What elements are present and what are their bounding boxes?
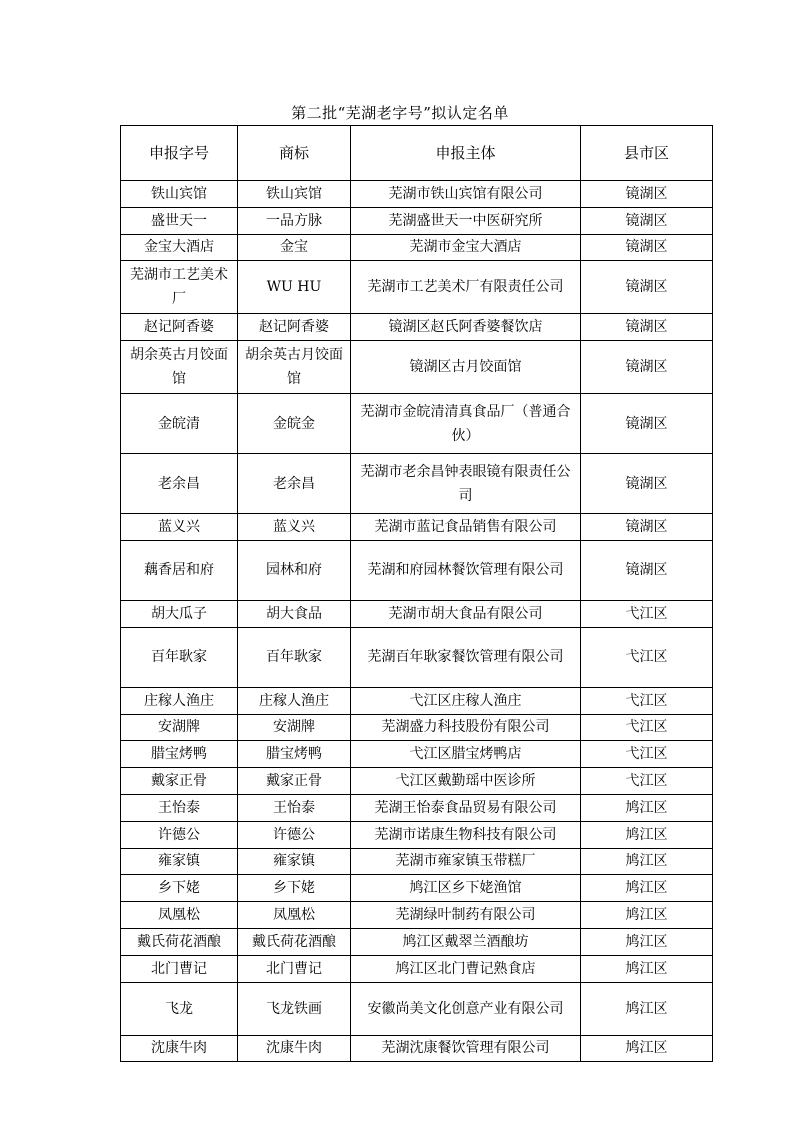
cell-brand: 许德公 (238, 821, 351, 848)
cell-brand: 乡下姥 (238, 875, 351, 902)
cell-name: 飞龙 (121, 982, 238, 1035)
cell-name: 庄稼人渔庄 (121, 687, 238, 714)
header-district: 县市区 (581, 126, 713, 181)
cell-entity: 鸠江区北门曹记熟食店 (351, 955, 581, 982)
cell-name: 盛世天一 (121, 207, 238, 234)
table-header-row (121, 126, 713, 181)
cell-entity: 芜湖盛力科技股份有限公司 (351, 714, 581, 741)
cell-brand: 老余昌 (238, 454, 351, 514)
cell-district: 鸠江区 (581, 955, 713, 982)
table-row (121, 514, 713, 541)
table-row (121, 741, 713, 768)
table-row (121, 928, 713, 955)
cell-brand: 凤凰松 (238, 902, 351, 929)
cell-entity: 芜湖市胡大食品有限公司 (351, 600, 581, 627)
cell-district: 镜湖区 (581, 394, 713, 454)
table-row (121, 714, 713, 741)
table-row (121, 875, 713, 902)
cell-name: 王怡泰 (121, 794, 238, 821)
table-row (121, 540, 713, 600)
cell-entity: 芜湖市老余昌钟表眼镜有限责任公司 (351, 454, 581, 514)
cell-district: 鸠江区 (581, 821, 713, 848)
cell-entity: 芜湖市工艺美术厂有限责任公司 (351, 261, 581, 314)
cell-district: 镜湖区 (581, 540, 713, 600)
cell-district: 鸠江区 (581, 794, 713, 821)
cell-name: 胡余英古月饺面馆 (121, 341, 238, 394)
cell-name: 藕香居和府 (121, 540, 238, 600)
cell-name: 沈康牛肉 (121, 1035, 238, 1062)
cell-name: 乡下姥 (121, 875, 238, 902)
cell-entity: 芜湖盛世天一中医研究所 (351, 207, 581, 234)
cell-brand: 王怡泰 (238, 794, 351, 821)
cell-name: 许德公 (121, 821, 238, 848)
table-row (121, 207, 713, 234)
cell-entity: 芜湖市诺康生物科技有限公司 (351, 821, 581, 848)
cell-name: 安湖牌 (121, 714, 238, 741)
cell-name: 戴家正骨 (121, 768, 238, 795)
cell-entity: 芜湖市金宝大酒店 (351, 234, 581, 261)
cell-name: 凤凰松 (121, 902, 238, 929)
cell-name: 金宝大酒店 (121, 234, 238, 261)
cell-entity: 芜湖王怡泰食品贸易有限公司 (351, 794, 581, 821)
cell-district: 弋江区 (581, 687, 713, 714)
cell-district: 弋江区 (581, 714, 713, 741)
cell-brand: 赵记阿香婆 (238, 314, 351, 341)
cell-entity: 弋江区庄稼人渔庄 (351, 687, 581, 714)
table-row (121, 982, 713, 1035)
cell-brand: 腊宝烤鸭 (238, 741, 351, 768)
cell-district: 弋江区 (581, 627, 713, 687)
cell-entity: 鸠江区乡下姥渔馆 (351, 875, 581, 902)
cell-brand: 金宝 (238, 234, 351, 261)
cell-entity: 芜湖市金皖清清真食品厂（普通合伙） (351, 394, 581, 454)
cell-entity: 芜湖沈康餐饮管理有限公司 (351, 1035, 581, 1062)
table-row (121, 181, 713, 208)
table-row (121, 1035, 713, 1062)
cell-name: 百年耿家 (121, 627, 238, 687)
cell-entity: 芜湖和府园林餐饮管理有限公司 (351, 540, 581, 600)
table-row (121, 794, 713, 821)
cell-entity: 芜湖百年耿家餐饮管理有限公司 (351, 627, 581, 687)
cell-entity: 镜湖区古月饺面馆 (351, 341, 581, 394)
table-row (121, 627, 713, 687)
cell-name: 芜湖市工艺美术厂 (121, 261, 238, 314)
cell-brand: 飞龙铁画 (238, 982, 351, 1035)
cell-name: 老余昌 (121, 454, 238, 514)
cell-entity: 弋江区戴勤瑶中医诊所 (351, 768, 581, 795)
cell-district: 镜湖区 (581, 181, 713, 208)
cell-name: 戴氏荷花酒酿 (121, 928, 238, 955)
cell-district: 镜湖区 (581, 454, 713, 514)
table-row (121, 454, 713, 514)
cell-brand: WU HU (238, 261, 351, 314)
table-row (121, 768, 713, 795)
cell-entity: 芜湖市蓝记食品销售有限公司 (351, 514, 581, 541)
table-row (121, 341, 713, 394)
cell-district: 镜湖区 (581, 207, 713, 234)
cell-brand: 戴家正骨 (238, 768, 351, 795)
table-row (121, 394, 713, 454)
cell-entity: 弋江区腊宝烤鸭店 (351, 741, 581, 768)
cell-brand: 庄稼人渔庄 (238, 687, 351, 714)
cell-brand: 蓝义兴 (238, 514, 351, 541)
cell-brand: 金皖金 (238, 394, 351, 454)
cell-brand: 安湖牌 (238, 714, 351, 741)
cell-brand: 胡大食品 (238, 600, 351, 627)
cell-district: 镜湖区 (581, 514, 713, 541)
cell-district: 镜湖区 (581, 314, 713, 341)
cell-district: 鸠江区 (581, 875, 713, 902)
name-list-table (120, 125, 713, 1062)
cell-entity: 芜湖市雍家镇玉带糕厂 (351, 848, 581, 875)
table-row (121, 687, 713, 714)
cell-entity: 芜湖绿叶制药有限公司 (351, 902, 581, 929)
cell-entity: 芜湖市铁山宾馆有限公司 (351, 181, 581, 208)
cell-district: 鸠江区 (581, 1035, 713, 1062)
cell-name: 赵记阿香婆 (121, 314, 238, 341)
cell-district: 镜湖区 (581, 261, 713, 314)
cell-district: 弋江区 (581, 768, 713, 795)
cell-name: 胡大瓜子 (121, 600, 238, 627)
cell-district: 鸠江区 (581, 928, 713, 955)
cell-entity: 鸠江区戴翠兰酒酿坊 (351, 928, 581, 955)
cell-name: 雍家镇 (121, 848, 238, 875)
table-row (121, 821, 713, 848)
cell-district: 鸠江区 (581, 902, 713, 929)
cell-brand: 北门曹记 (238, 955, 351, 982)
cell-district: 鸠江区 (581, 982, 713, 1035)
cell-entity: 安徽尚美文化创意产业有限公司 (351, 982, 581, 1035)
cell-brand: 戴氏荷花酒酿 (238, 928, 351, 955)
cell-name: 金皖清 (121, 394, 238, 454)
document-title: 第二批“芜湖老字号”拟认定名单 (291, 104, 509, 122)
cell-brand: 一品方脉 (238, 207, 351, 234)
cell-brand: 百年耿家 (238, 627, 351, 687)
header-name: 申报字号 (121, 126, 238, 181)
cell-district: 弋江区 (581, 600, 713, 627)
cell-district: 鸠江区 (581, 848, 713, 875)
cell-brand: 园林和府 (238, 540, 351, 600)
table-row (121, 600, 713, 627)
cell-district: 弋江区 (581, 741, 713, 768)
table-row (121, 261, 713, 314)
cell-brand: 沈康牛肉 (238, 1035, 351, 1062)
cell-brand: 铁山宾馆 (238, 181, 351, 208)
cell-name: 北门曹记 (121, 955, 238, 982)
cell-brand: 胡余英古月饺面馆 (238, 341, 351, 394)
header-brand: 商标 (238, 126, 351, 181)
cell-name: 铁山宾馆 (121, 181, 238, 208)
table-row (121, 234, 713, 261)
cell-name: 腊宝烤鸭 (121, 741, 238, 768)
table-row (121, 314, 713, 341)
cell-name: 蓝义兴 (121, 514, 238, 541)
cell-entity: 镜湖区赵氏阿香婆餐饮店 (351, 314, 581, 341)
header-entity: 申报主体 (351, 126, 581, 181)
table-row (121, 955, 713, 982)
table-row (121, 902, 713, 929)
table-row (121, 848, 713, 875)
cell-district: 镜湖区 (581, 341, 713, 394)
cell-district: 镜湖区 (581, 234, 713, 261)
cell-brand: 雍家镇 (238, 848, 351, 875)
